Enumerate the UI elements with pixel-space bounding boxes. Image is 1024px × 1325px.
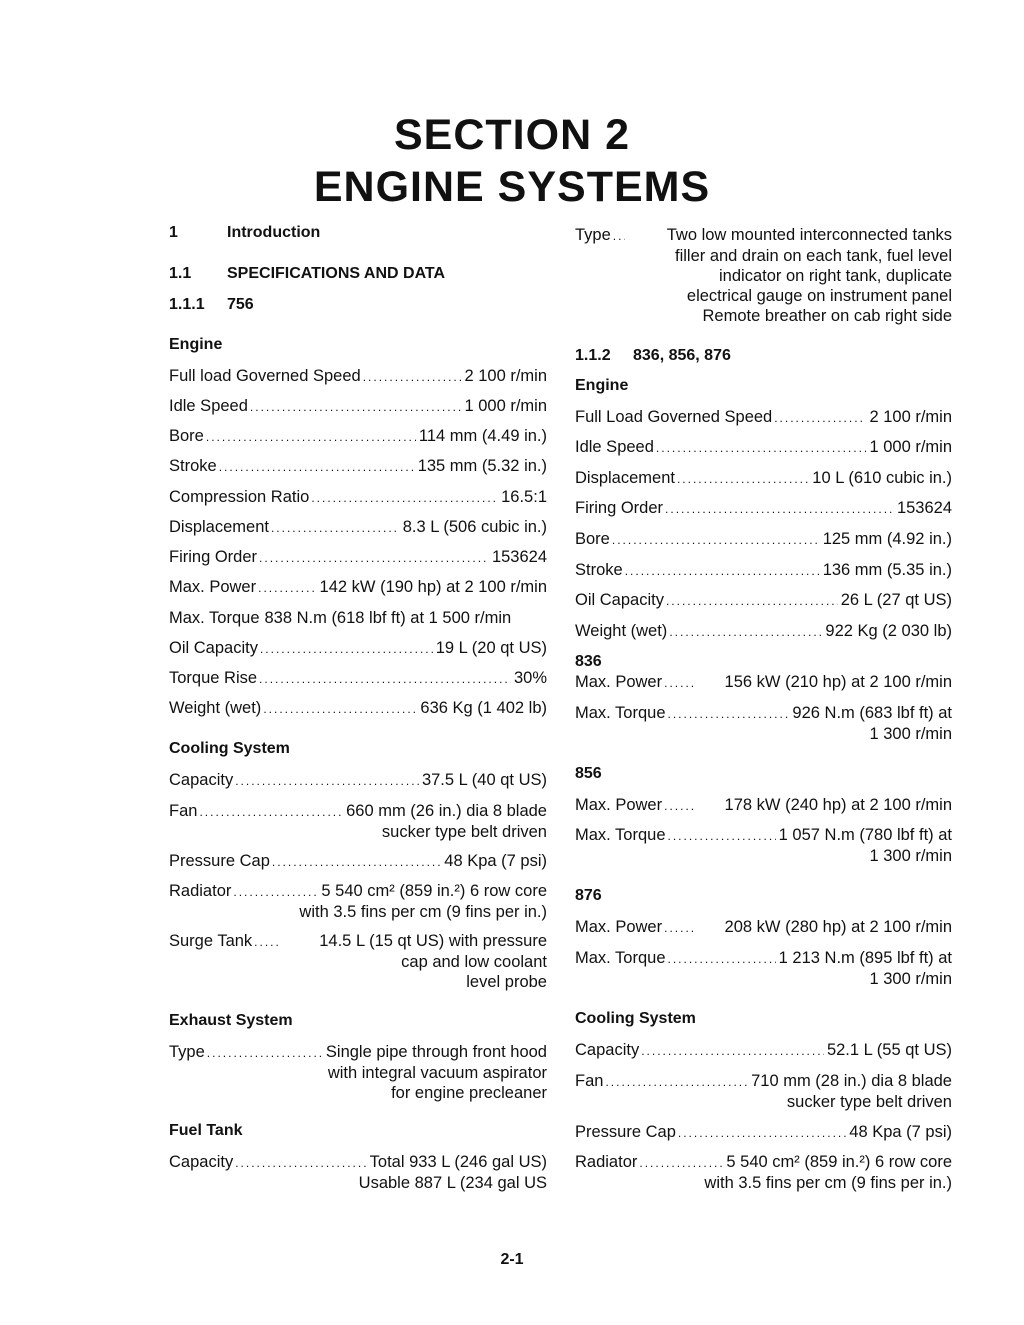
page-number: 2-1 bbox=[500, 1251, 524, 1268]
spec-row: Max. Power ..... 156 kW (210 hp) at 2 100 r/min bbox=[575, 672, 952, 693]
spec-row: Bore ..... 125 mm (4.92 in.) bbox=[575, 529, 952, 550]
spec-row: Displacement ..... 10 L (610 cubic in.) bbox=[575, 468, 952, 489]
spec-row: Max. Power ..... 208 kW (280 hp) at 2 100 r/min bbox=[575, 917, 952, 938]
spec-row: Pressure Cap ..... 48 Kpa (7 psi) bbox=[169, 851, 547, 872]
spec-row: Bore ..... 114 mm (4.49 in.) bbox=[169, 426, 547, 447]
spec-row: Displacement ..... 8.3 L (506 cubic in.) bbox=[169, 517, 547, 538]
spec-row: Radiator ..... 5 540 cm² (859 in.²) 6 row core with 3.5 fins per cm (9 fins per in.) bbox=[575, 1152, 952, 1193]
spec-row: Idle Speed ..... 1 000 r/min bbox=[575, 437, 952, 458]
model-756-heading: 1.1.1 756 bbox=[169, 296, 254, 313]
model-856-heading: 856 bbox=[575, 765, 602, 782]
engine-heading-836: Engine bbox=[575, 377, 629, 394]
specifications-heading: 1.1 SPECIFICATIONS AND DATA bbox=[169, 265, 446, 282]
spec-row: Capacity ..... Total 933 L (246 gal US) Usable 887 L (234 gal US bbox=[169, 1152, 547, 1193]
spec-row: Max. Torque ..... 926 N.m (683 lbf ft) at 1 300 r/min bbox=[575, 703, 952, 744]
spec-row: Firing Order ..... 153624 bbox=[575, 498, 952, 519]
engine-heading-756: Engine bbox=[169, 336, 223, 353]
model-876-heading: 876 bbox=[575, 887, 602, 904]
spec-row: Torque Rise ..... 30% bbox=[169, 668, 547, 689]
fuel-type-row: Type ..... Two low mounted interconnected tanks filler and drain on each tank, fuel level indicator on right tank, duplicate electrical gauge on instrument panel Remote breather on cab right side bbox=[575, 225, 952, 326]
model-836-heading: 836 bbox=[575, 653, 602, 670]
spec-row: Compression Ratio ..... 16.5:1 bbox=[169, 487, 547, 508]
spec-row: Stroke ..... 136 mm (5.35 in.) bbox=[575, 560, 952, 581]
introduction-heading: 1 Introduction bbox=[169, 224, 321, 241]
spec-row: Oil Capacity ..... 26 L (27 qt US) bbox=[575, 590, 952, 611]
exhaust-heading: Exhaust System bbox=[169, 1012, 293, 1029]
spec-row: Full Load Governed Speed ..... 2 100 r/min bbox=[575, 407, 952, 428]
cooling-heading-836: Cooling System bbox=[575, 1010, 696, 1027]
spec-row: Oil Capacity ..... 19 L (20 qt US) bbox=[169, 638, 547, 659]
spec-row: Radiator ..... 5 540 cm² (859 in.²) 6 row core with 3.5 fins per cm (9 fins per in.) bbox=[169, 881, 547, 922]
model-836-856-876-heading: 1.1.2 836, 856, 876 bbox=[575, 347, 731, 364]
spec-row: Surge Tank ..... 14.5 L (15 qt US) with pressure cap and low coolant level probe bbox=[169, 931, 547, 992]
spec-row: Idle Speed ..... 1 000 r/min bbox=[169, 396, 547, 417]
spec-row: Max. Torque 838 N.m (618 lbf ft) at 1 500 r/min bbox=[169, 609, 512, 627]
spec-row: Pressure Cap ..... 48 Kpa (7 psi) bbox=[575, 1122, 952, 1143]
spec-row: Capacity ..... 37.5 L (40 qt US) bbox=[169, 770, 547, 791]
section-number-title: SECTION 2 bbox=[394, 111, 630, 159]
spec-row: Max. Power ..... 142 kW (190 hp) at 2 100 r/min bbox=[169, 577, 547, 598]
spec-row: Weight (wet) ..... 922 Kg (2 030 lb) bbox=[575, 621, 952, 642]
spec-row: Firing Order ..... 153624 bbox=[169, 547, 547, 568]
spec-row: Weight (wet) ..... 636 Kg (1 402 lb) bbox=[169, 698, 547, 719]
cooling-heading-756: Cooling System bbox=[169, 740, 290, 757]
spec-row: Fan ..... 710 mm (28 in.) dia 8 blade sucker type belt driven bbox=[575, 1071, 952, 1112]
spec-row: Capacity ..... 52.1 L (55 qt US) bbox=[575, 1040, 952, 1061]
spec-row: Fan ..... 660 mm (26 in.) dia 8 blade sucker type belt driven bbox=[169, 801, 547, 842]
fuel-tank-heading: Fuel Tank bbox=[169, 1122, 243, 1139]
section-title: ENGINE SYSTEMS bbox=[313, 163, 711, 211]
spec-row: Max. Torque ..... 1 213 N.m (895 lbf ft) at 1 300 r/min bbox=[575, 948, 952, 989]
spec-row: Full load Governed Speed ..... 2 100 r/min bbox=[169, 366, 547, 387]
spec-row: Stroke ..... 135 mm (5.32 in.) bbox=[169, 456, 547, 477]
spec-row: Type ..... Single pipe through front hood with integral vacuum aspirator for engine precleaner bbox=[169, 1042, 547, 1103]
spec-row: Max. Torque ..... 1 057 N.m (780 lbf ft) at 1 300 r/min bbox=[575, 825, 952, 866]
spec-row: Max. Power ..... 178 kW (240 hp) at 2 100 r/min bbox=[575, 795, 952, 816]
